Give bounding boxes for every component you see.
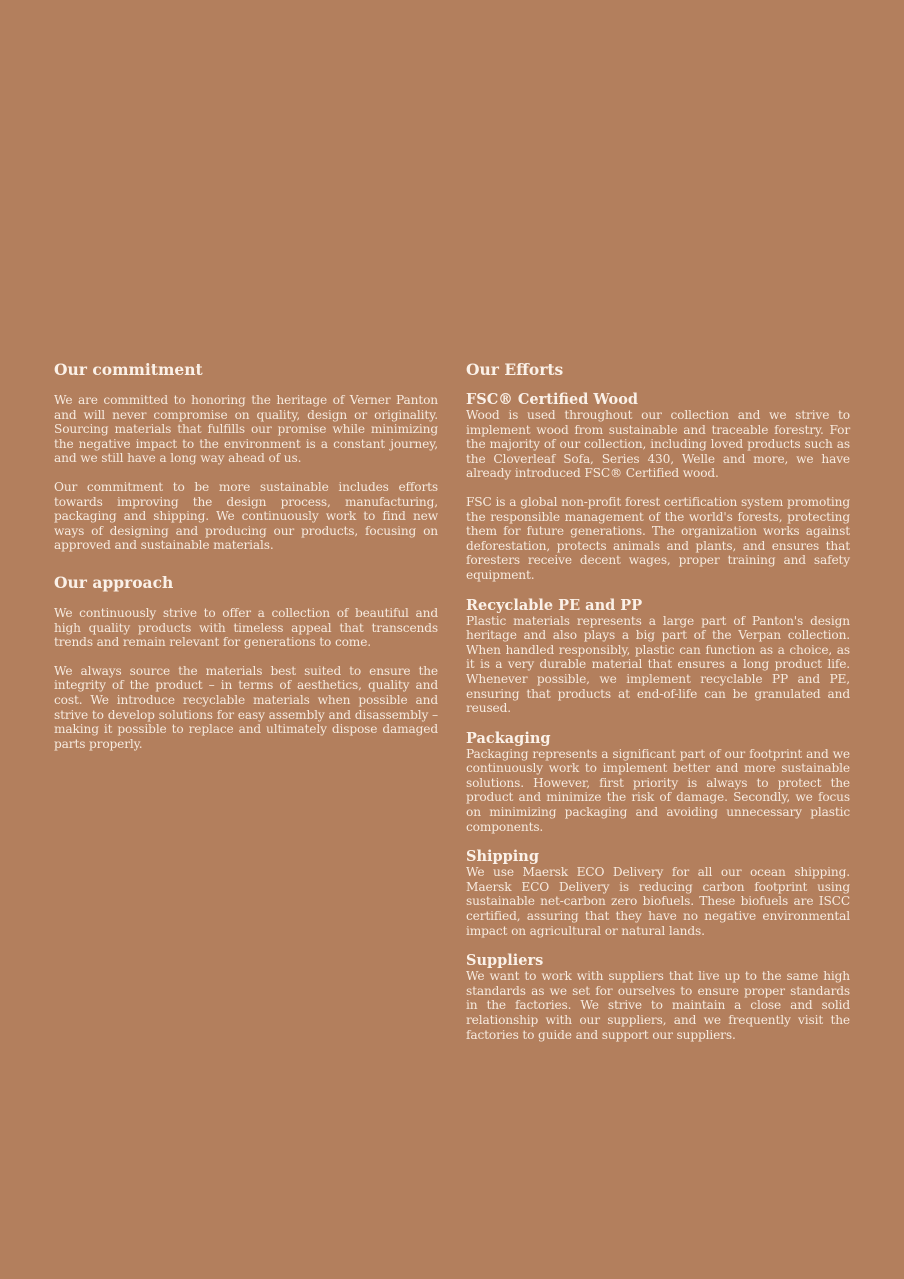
sub-heading: Packaging <box>466 729 551 747</box>
paragraph: Packaging represents a significant part of our footprint and we continuously work to implement better and more sustainable solutions. However, first priority is always to protect the product and minimize the risk of damage. Secondly, we focus on minimizing packaging and avoiding unnecessary plastic components. <box>466 746 850 834</box>
paragraph: Our commitment to be more sustainable includes efforts towards improving the design process, manufacturing, packaging and shipping. We continuously work to find new ways of designing and producing our products, focusing on approved and sustainable materials. <box>54 479 438 553</box>
paragraph: FSC is a global non-profit forest certification system promoting the responsible management of the world's forests, protecting them for future generations. The organization works against deforestation, protects animals and plants, and ensures that foresters receive decent wages, proper training and safety equipment. <box>466 494 850 582</box>
sub-heading: Shipping <box>466 848 539 866</box>
left-column <box>54 360 438 771</box>
section-approach <box>54 573 438 751</box>
section-heading: Our approach <box>54 572 174 592</box>
effort-fsc-wood <box>466 392 850 583</box>
efforts-heading: Our Efforts <box>466 360 564 379</box>
sub-heading: Recyclable PE and PP <box>466 596 643 614</box>
paragraph: Wood is used throughout our collection and we strive to implement wood from sustainable and traceable forestry. For the majority of our collection, including loved products such as the Cloverleaf Sofa, Series 430, Welle and more, we have already introduced FSC® Certified wood. <box>466 408 850 481</box>
paragraph: Plastic materials represents a large part of Panton's design heritage and also plays a big part of the Verpan collection. When handled responsibly, plastic can function as a choice, as it is a very durable material that ensures a long product life. Whenever possible, we implement recyclable PP and PE, ensuring that products at end-of-life can be granulated and reused. <box>466 613 850 716</box>
paragraph: We use Maersk ECO Delivery for all our ocean shipping. Maersk ECO Delivery is reducing carbon footprint using sustainable net-carbon zero biofuels. These biofuels are ISCC certified, assuring that they have no negative environmental impact on agricultural or natural lands. <box>466 865 850 938</box>
effort-suppliers <box>466 953 850 1042</box>
sub-heading: Suppliers <box>466 952 544 970</box>
paragraph: We continuously strive to offer a collection of beautiful and high quality products with timeless appeal that transcends trends and remain relevant for generations to come. <box>54 605 438 650</box>
paragraph: We are committed to honoring the heritage of Verner Panton and will never compromise on quality, design or originality. Sourcing materials that fulfills our promise while minimizing the negative impact to the environment is a constant journey, and we still have a long way ahead of us. <box>54 393 438 466</box>
paragraph: We always source the materials best suited to ensure the integrity of the product – in terms of aesthetics, quality and cost. We introduce recyclable materials when possible and strive to develop solutions for easy assembly and disassembly – making it possible to replace and ultimately dispose damaged parts properly. <box>54 663 438 751</box>
effort-recyclable-plastics <box>466 598 850 716</box>
right-column <box>466 360 850 1057</box>
sub-heading: FSC® Certified Wood <box>466 391 639 408</box>
effort-packaging <box>466 731 850 835</box>
section-heading: Our commitment <box>54 360 203 379</box>
effort-shipping <box>466 849 850 938</box>
paragraph: We want to work with suppliers that live up to the same high standards as we set for ourselves to ensure proper standards in the factories. We strive to maintain a close and solid relationship with our suppliers, and we frequently visit the factories to guide and support our suppliers. <box>466 969 850 1042</box>
section-commitment <box>54 360 438 553</box>
